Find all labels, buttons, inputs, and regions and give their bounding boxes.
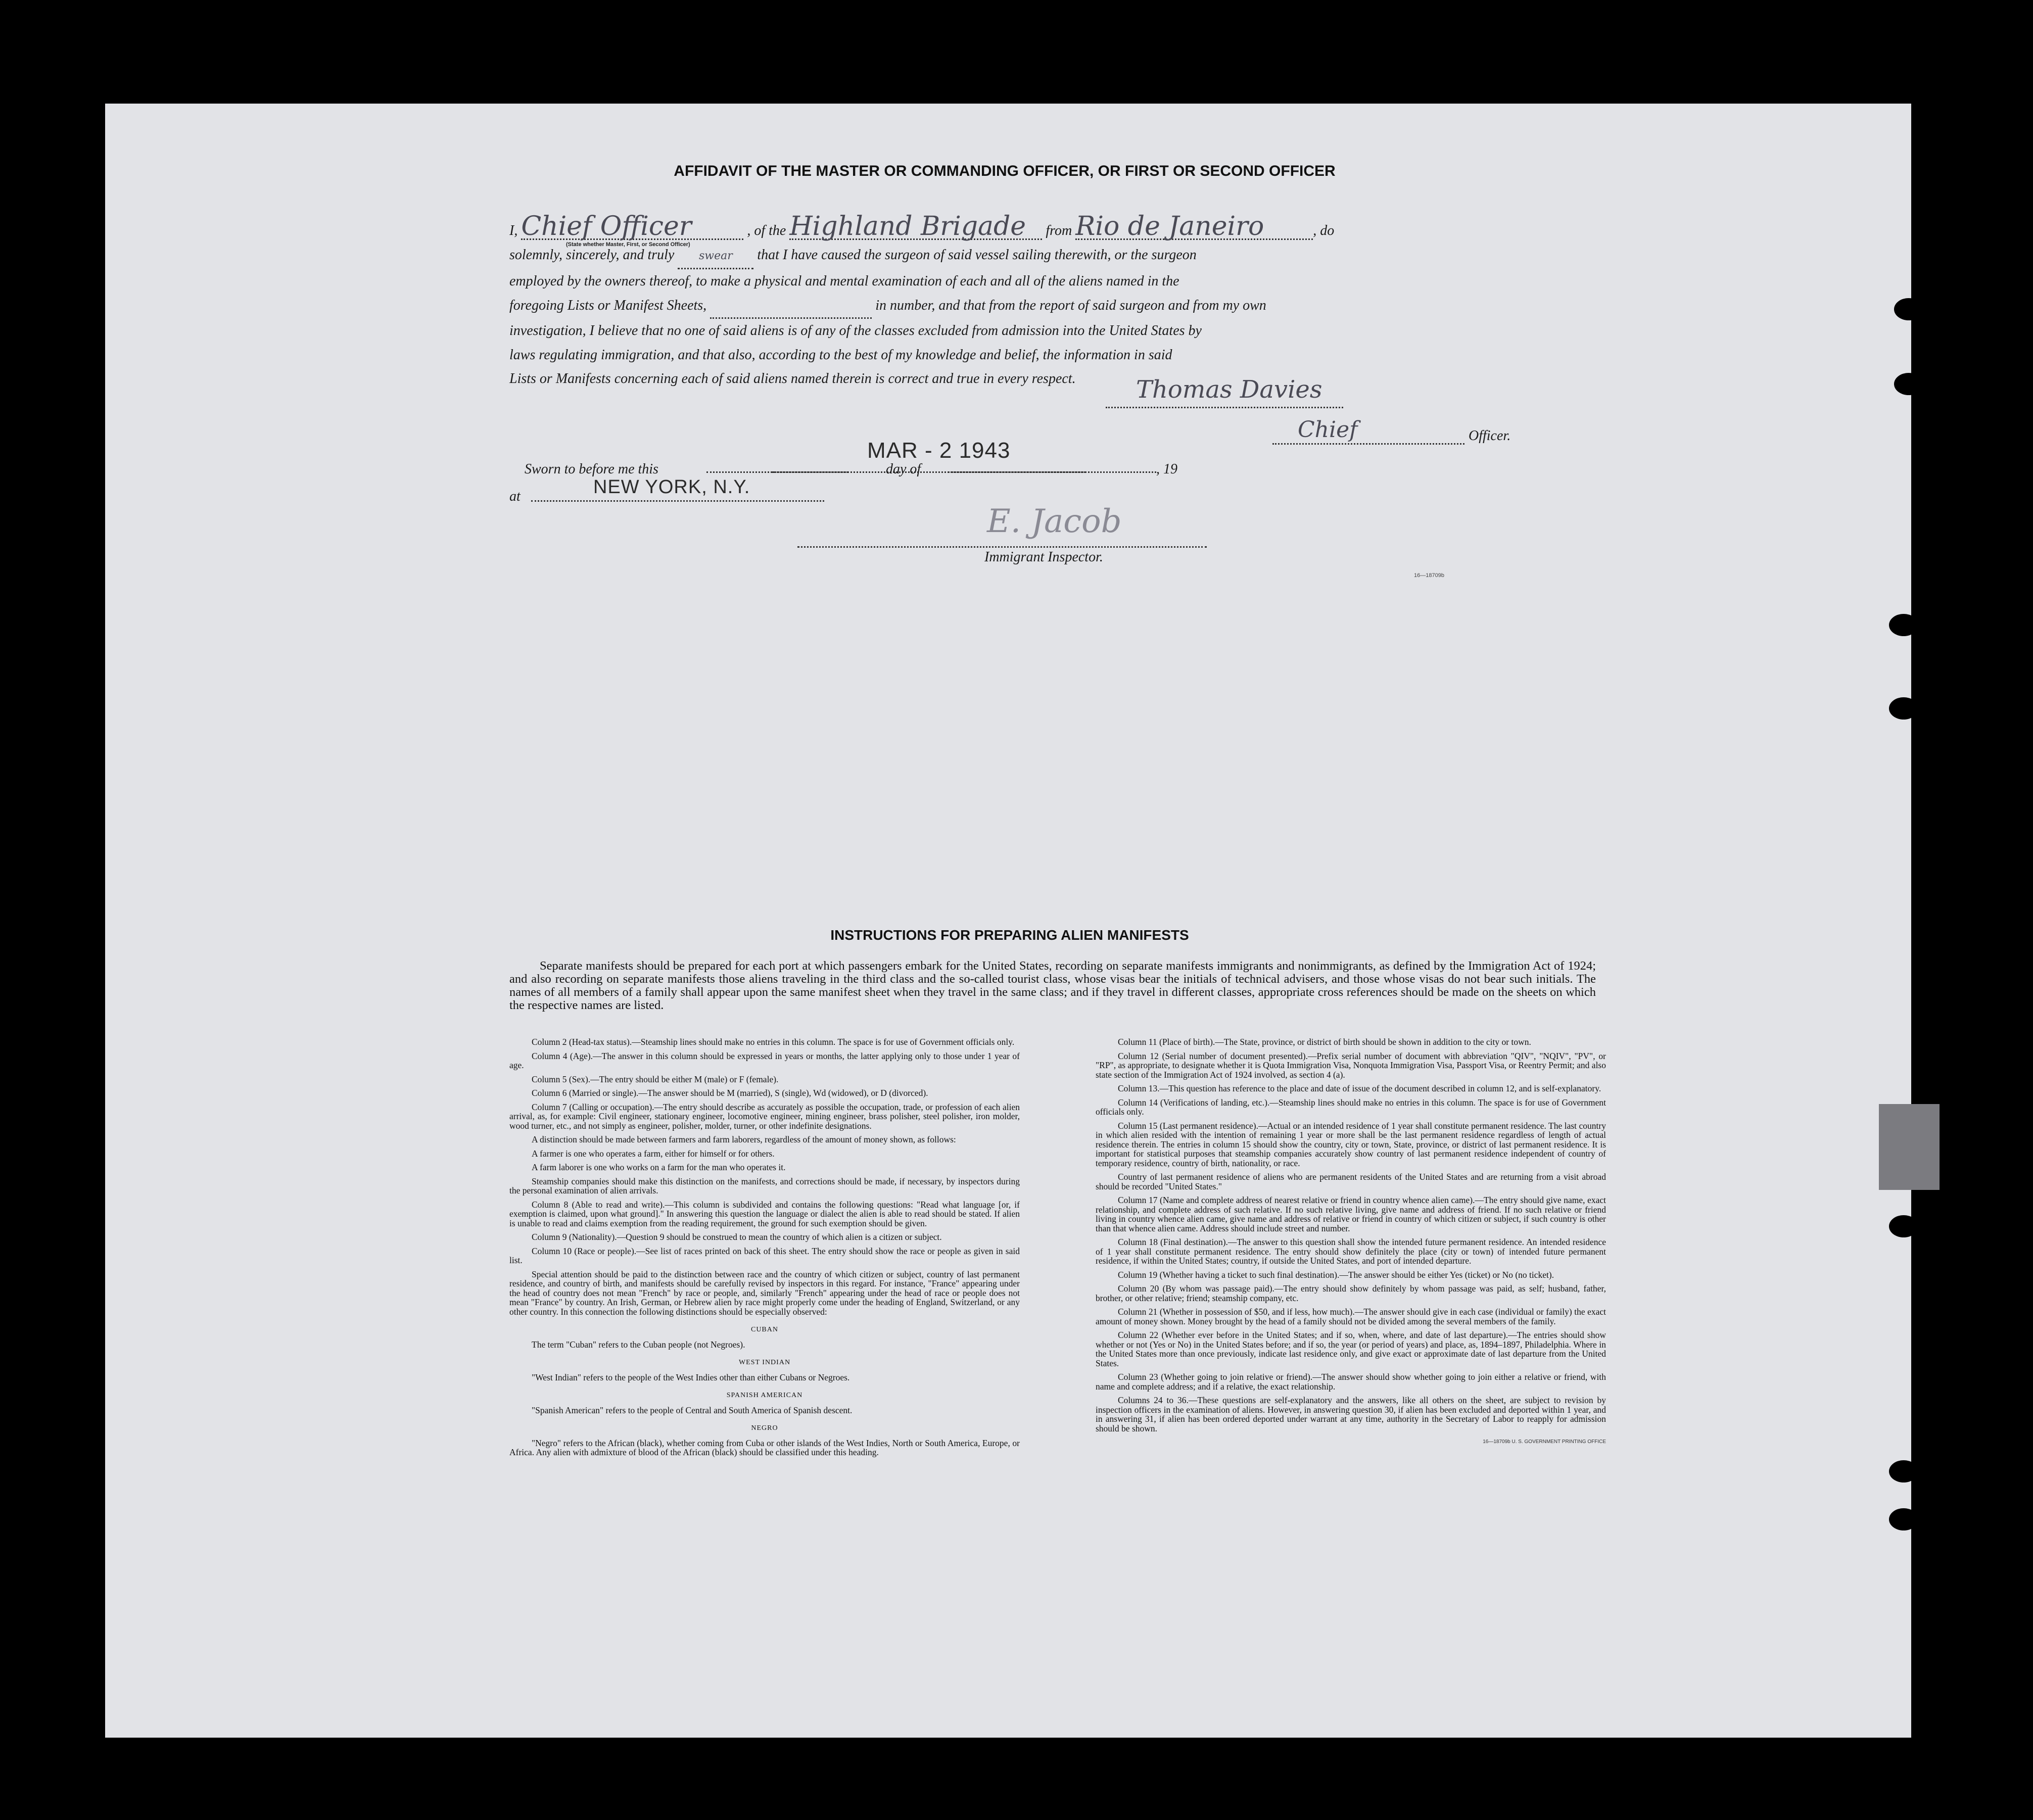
affidavit-line-1: I, Chief Officer , of the Highland Brigade from Rio de Janeiro , do [509, 211, 1335, 242]
officer-title-handwritten: Chief Officer [521, 215, 743, 240]
sworn-label: Sworn to before me this [525, 461, 658, 477]
officer-rank-handwritten: Chief [1298, 417, 1358, 443]
sheet-count-blank [710, 294, 872, 319]
day-of-label: day of [886, 461, 921, 477]
binding-hole [1889, 1460, 1918, 1482]
affidavit-line-6: laws regulating immigration, and that also, according to the best of my knowledge and belief, the information in said [509, 347, 1172, 363]
at-label: at [509, 489, 521, 504]
instruction-paragraph: Column 7 (Calling or occupation).—The entry should describe as accurately as possible the occupation, trade, or profession of each alien arrival, as, for example: Civil engineer, stationary engineer, locomotive engineer, mining engineer, brass polisher, steel polisher, iron molder, wood turner, etc., and not simply as engineer, polisher, molder, turner, or other indefinite designations. [509, 1101, 1020, 1131]
instruction-paragraph: Column 10 (Race or people).—See list of races printed on back of this sheet. The entry should show the race or people as given in said list. [509, 1246, 1020, 1265]
instruction-paragraph: Column 6 (Married or single).—The answer should be M (married), S (single), Wd (widowed), or D (divorced). [532, 1088, 928, 1098]
binding-hole [1889, 1215, 1918, 1237]
binding-hole [1894, 298, 1923, 320]
west-indian-heading: WEST INDIAN [738, 1359, 791, 1366]
officer-label: Officer. [1469, 428, 1511, 444]
officer-signature: Thomas Davies [1136, 375, 1322, 404]
instruction-paragraph: A distinction should be made between farmers and farm laborers, regardless of the amount of money shown, as follows: [532, 1134, 956, 1144]
footer-printing-office: 16—18709b U. S. GOVERNMENT PRINTING OFFICE [1483, 1439, 1606, 1445]
instructions-title: INSTRUCTIONS FOR PREPARING ALIEN MANIFESTS [830, 927, 1189, 943]
manifest-sheet [105, 104, 1911, 1738]
instruction-paragraph: Column 14 (Verifications of landing, etc.).—Steamship lines should make no entries in this column. The space is for use of Government officials only. [1096, 1097, 1606, 1117]
binding-hole [1889, 614, 1918, 636]
affidavit-title: AFFIDAVIT OF THE MASTER OR COMMANDING OFFICER, OR FIRST OR SECOND OFFICER [674, 163, 1336, 179]
instruction-paragraph: A farmer is one who operates a farm, either for himself or for others. [532, 1148, 775, 1159]
instructions-intro: Separate manifests should be prepared for each port at which passengers embark for the United States, recording on separate manifests immigrants and nonimmigrants, as defined by the Immigration Act of 1924; and also recording on separate manifests those aliens traveling in the third class and the so-called tourist class, whose visas bear the initials of technical advisers, and those whose visas do not bear such initials. The names of all members of a family shall appear upon the same manifest sheet when they travel in the same class; and if they travel in different classes, appropriate cross references should be made on the sheets on which the respective names are listed. [509, 959, 1596, 1012]
instruction-paragraph: Column 17 (Name and complete address of nearest relative or friend in country whence alien came).—The entry should give name, exact relationship, and complete address of such relative. If no such relative living, give name and address of friend. If no such relative or friend living in country whence alien came, give name and address of relative or friend in country of which citizen or subject, if such country is other than that whence alien came. Address should include street and number. [1096, 1195, 1606, 1233]
spanish-american-definition: "Spanish American" refers to the people of Central and South America of Spanish descent. [532, 1405, 853, 1415]
departure-port-handwritten: Rio de Janeiro [1075, 215, 1313, 240]
instruction-paragraph: Column 13.—This question has reference to the place and date of issue of the document described in column 12, and is self-explanatory. [1118, 1083, 1601, 1093]
instruction-paragraph: Column 2 (Head-tax status).—Steamship lines should make no entries in this column. The space is for use of Government officials only. [532, 1037, 1015, 1047]
cuban-definition: The term "Cuban" refers to the Cuban people (not Negroes). [532, 1339, 745, 1350]
binding-hole [1889, 697, 1918, 720]
instruction-paragraph: Steamship companies should make this distinction on the manifests, and corrections should be made, if necessary, by inspectors during the personal examination of alien arrivals. [509, 1176, 1020, 1195]
vessel-name-handwritten: Highland Brigade [789, 215, 1042, 240]
affidavit-line-3: employed by the owners thereof, to make a physical and mental examination of each and all of the aliens named in the [509, 273, 1179, 289]
binding-hole [1894, 373, 1923, 395]
instruction-paragraph: Column 11 (Place of birth).—The State, province, or district of birth should be shown in addition to the city or town. [1118, 1037, 1531, 1047]
form-number-top: 16—18709b [1414, 572, 1444, 579]
binding-hole [1889, 1508, 1918, 1530]
date-stamp: MAR - 2 1943 [867, 438, 1011, 463]
instruction-paragraph: Column 18 (Final destination).—The answer to this question shall show the intended future permanent residence. An intended residence of 1 year shall constitute permanent residence. The entry should show definitely the place (city or town) of intended future permanent residence, if within the United States; country, if outside the United States, and port of intended departure. [1096, 1237, 1606, 1266]
signature-line [1106, 407, 1343, 408]
instruction-paragraph: Column 19 (Whether having a ticket to such final destination).—The answer should be either Yes (ticket) or No (no ticket). [1118, 1269, 1554, 1280]
inspector-line [797, 546, 1207, 548]
affidavit-line-2: solemnly, sincerely, and truly swear that I have caused the surgeon of said vessel sailing therewith, or the surgeon [509, 243, 1581, 270]
instruction-paragraph: Column 5 (Sex).—The entry should be either M (male) or F (female). [532, 1074, 779, 1084]
instruction-paragraph: Column 15 (Last permanent residence).—Actual or an intended residence of 1 year shall constitute permanent residence. The last country in which alien resided with the intention of remaining 1 year or more shall be the last permanent residence regardless of length of actual residence therein. The entries in column 15 should show the country, city or town, State, province, or district of last permanent residence. It is important for statistical purposes that steamship companies accurately show country of last permanent residence independent of country of temporary residence, country of birth, nationality, or race. [1096, 1120, 1606, 1168]
instructions-left-column [509, 1037, 1020, 1462]
spanish-american-heading: SPANISH AMERICAN [726, 1392, 803, 1399]
instruction-paragraph: Column 22 (Whether ever before in the United States; and if so, when, where, and date of last departure).—The entries should show whether or not (Yes or No) in the United States before; and if so, the year (or period of years) and place, as, 1894–1897, Philadelphia. Where in the United States more than once previously, indicate last residence only, and give exact or approximate date of last departure from the United States. [1096, 1330, 1606, 1368]
affidavit-body [509, 211, 1581, 391]
inspector-signature: E. Jacob [987, 503, 1122, 540]
instruction-paragraph: Special attention should be paid to the distinction between race and the country of which citizen or subject, country of last permanent residence, and country of birth, and manifests should be carefully revised by inspectors in this regard. For instance, "France" appearing under the head of country does not mean "French" by race or people, and, similarly "French" appearing under the head of race or people does not mean "France" by country. An Irish, German, or Hebrew alien by race might properly come under the heading of England, Switzerland, or any other country. In this connection the following distinctions should be especially observed: [509, 1269, 1020, 1317]
inspector-label: Immigrant Inspector. [984, 549, 1103, 565]
year-prefix: , 19 [1156, 461, 1177, 477]
instruction-paragraph: Column 8 (Able to read and write).—This column is subdivided and contains the following questions: "Read what language [or, if exemption is claimed, upon what ground]." In answering this question the language or dialect the alien is able to read should be stated. If alien is unable to read and claims exemption from the reading requirement, the ground for such exemption should be given. [509, 1199, 1020, 1228]
swear-handwritten: swear [678, 244, 753, 270]
instruction-paragraph: Country of last permanent residence of aliens who are permanent residents of the United States and are returning from a visit abroad should be recorded "United States." [1096, 1172, 1606, 1191]
place-stamp: NEW YORK, N.Y. [593, 476, 750, 498]
place-line [531, 500, 824, 502]
rank-line [1272, 443, 1464, 445]
instruction-paragraph: A farm laborer is one who works on a farm for the man who operates it. [532, 1162, 786, 1172]
west-indian-definition: "West Indian" refers to the people of the West Indies other than either Cubans or Negroes. [532, 1372, 850, 1382]
cuban-heading: CUBAN [750, 1326, 778, 1333]
affidavit-line-4: foregoing Lists or Manifest Sheets, in number, and that from the report of said surgeon and from my own [509, 294, 1581, 319]
instruction-paragraph: Column 21 (Whether in possession of $50, and if less, how much).—The answer should give in each case (individual or family) the exact amount of money shown. Money brought by the head of a family should not be divided among the several members of the family. [1096, 1307, 1606, 1326]
negro-definition: "Negro" refers to the African (black), whether coming from Cuba or other islands of the West Indies, North or South America, Europe, or Africa. Any alien with admixture of blood of the African (black) should be classified under this heading. [509, 1438, 1020, 1457]
instruction-paragraph: Column 4 (Age).—The answer in this column should be expressed in years or months, the latter applying only to those under 1 year of age. [509, 1050, 1020, 1070]
officer-caption: (State whether Master, First, or Second Officer) [566, 242, 690, 248]
affidavit-line-5: investigation, I believe that no one of said aliens is of any of the classes excluded from admission into the United States by [509, 323, 1202, 339]
month-line [948, 471, 1156, 473]
paper-tab [1879, 1104, 1940, 1190]
affidavit-line-7: Lists or Manifests concerning each of said aliens named therein is correct and true in every respect. [509, 371, 1076, 387]
instruction-paragraph: Columns 24 to 36.—These questions are self-explanatory and the answers, like all others on the sheet, are subject to revision by inspection officers in the examination of aliens. However, in answering question 30, if alien has been excluded and deported within 1 year, and in answering 31, if alien has been ordered deported under warrant at any time, authority in the Secretary of Labor to reapply for admission should be shown. [1096, 1395, 1606, 1433]
instruction-paragraph: Column 23 (Whether going to join relative or friend).—The answer should show whether going to join either a relative or friend, with name and complete address; and if a relative, the exact relationship. [1096, 1372, 1606, 1392]
instructions-right-column [1096, 1037, 1606, 1447]
instruction-paragraph: Column 9 (Nationality).—Question 9 should be construed to mean the country of which alien is a citizen or subject. [532, 1232, 942, 1242]
instruction-paragraph: Column 20 (By whom was passage paid).—The entry should show definitely by whom passage was paid, as self; husband, father, brother, or other relative; friend; steamship company, etc. [1096, 1283, 1606, 1303]
negro-heading: NEGRO [751, 1424, 778, 1432]
instruction-paragraph: Column 12 (Serial number of document presented).—Prefix serial number of document with abbreviation "QIV", "NQIV", "PV", or "RP", as appropriate, to designate whether it is Quota Immigration Visa, Nonquota Immigration Visa, Passport Visa, or Reentry Permit; and also state section of the Immigration Act of 1924 involved, as section 4 (a). [1096, 1050, 1606, 1080]
